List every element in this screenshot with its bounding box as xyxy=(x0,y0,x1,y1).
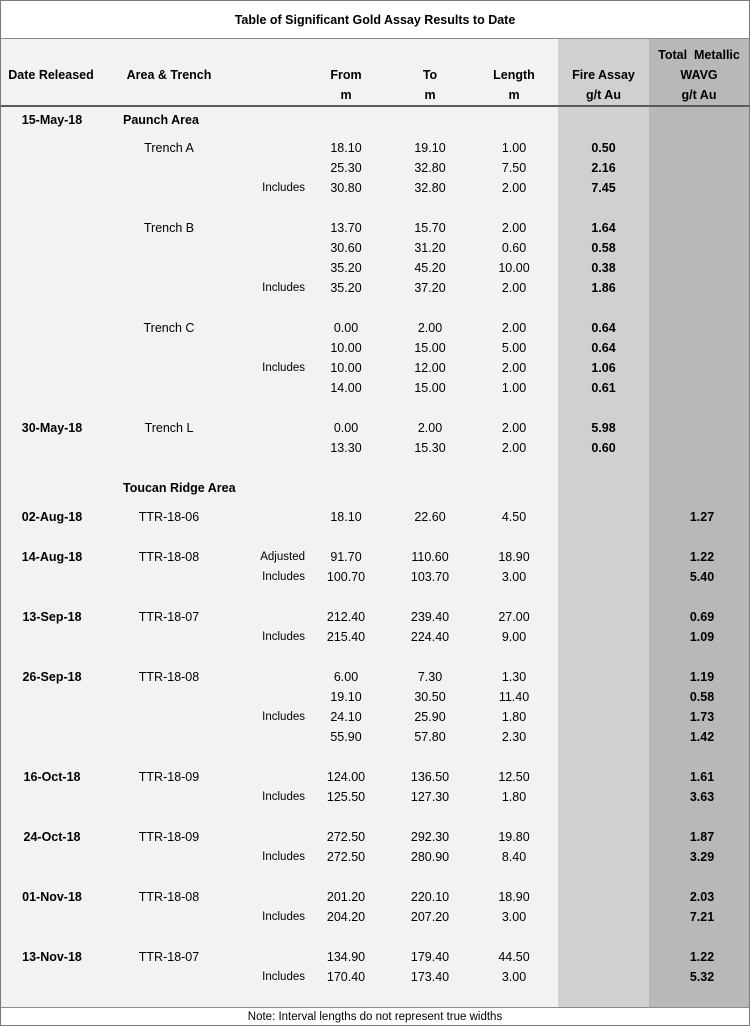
fire-assay-cell: 2.16 xyxy=(591,161,616,175)
from-cell: 24.10 xyxy=(330,710,362,724)
total-metallic-value: 1.73 xyxy=(689,710,715,724)
to-cell: 57.80 xyxy=(414,730,446,744)
length-cell: 18.90 xyxy=(498,890,530,904)
to-cell: 179.40 xyxy=(410,950,450,964)
total-metallic-value: 3.29 xyxy=(689,850,715,864)
from-cell: 55.90 xyxy=(330,730,362,744)
table-row xyxy=(1,258,749,278)
length-cell: 18.90 xyxy=(498,550,530,564)
to-cell: 224.40 xyxy=(410,630,450,644)
total-metallic-cell xyxy=(649,907,749,927)
total-metallic-value: 1.42 xyxy=(689,730,715,744)
length-cell: 1.30 xyxy=(501,670,527,684)
table-row xyxy=(1,218,749,238)
fire-assay-cell: 1.86 xyxy=(591,281,616,295)
fire-assay-cell: 0.50 xyxy=(591,141,616,155)
interval-note-cell: Includes xyxy=(262,971,305,983)
table-row xyxy=(1,627,749,647)
to-cell: 25.90 xyxy=(414,710,446,724)
to-cell: 15.70 xyxy=(414,221,446,235)
table-title: Table of Significant Gold Assay Results to Date xyxy=(1,1,749,39)
date-cell: 01-Nov-18 xyxy=(22,890,82,904)
total-metallic-value: 3.63 xyxy=(689,790,715,804)
date-cell: 02-Aug-18 xyxy=(21,510,83,524)
to-cell: 220.10 xyxy=(410,890,450,904)
table-row xyxy=(1,707,749,727)
trench-cell: TTR-18-09 xyxy=(138,830,200,844)
total-metallic-cell xyxy=(649,707,749,727)
table-row xyxy=(1,907,749,927)
length-cell: 1.00 xyxy=(501,141,527,155)
total-metallic-cell xyxy=(649,767,749,787)
fire-assay-cell: 0.64 xyxy=(591,321,616,335)
header-area-trench: Area & Trench xyxy=(126,68,212,82)
to-cell: 22.60 xyxy=(414,510,446,524)
length-cell: 2.00 xyxy=(501,281,527,295)
header-total-metallic-unit: g/t Au xyxy=(681,88,717,102)
interval-note-cell: Includes xyxy=(262,851,305,863)
total-metallic-cell xyxy=(649,627,749,647)
header-from-unit: m xyxy=(340,88,352,102)
trench-cell: TTR-18-06 xyxy=(138,510,200,524)
area-cell: Toucan Ridge Area xyxy=(123,481,236,495)
to-cell: 31.20 xyxy=(414,241,446,255)
to-cell: 32.80 xyxy=(414,181,446,195)
date-cell: 13-Sep-18 xyxy=(22,610,82,624)
total-metallic-cell xyxy=(649,687,749,707)
from-cell: 204.20 xyxy=(326,910,366,924)
to-cell: 15.00 xyxy=(414,341,446,355)
from-cell: 0.00 xyxy=(333,421,359,435)
length-cell: 27.00 xyxy=(498,610,530,624)
trench-cell: Trench L xyxy=(144,421,194,435)
length-cell: 1.80 xyxy=(501,790,527,804)
to-cell: 37.20 xyxy=(414,281,446,295)
from-cell: 272.50 xyxy=(326,850,366,864)
table-row xyxy=(1,727,749,747)
from-cell: 212.40 xyxy=(326,610,366,624)
table-row xyxy=(1,478,749,498)
fire-assay-cell: 0.60 xyxy=(591,441,616,455)
interval-note-cell: Includes xyxy=(262,631,305,643)
from-cell: 100.70 xyxy=(326,570,366,584)
from-cell: 35.20 xyxy=(330,281,362,295)
fire-assay-cell: 0.64 xyxy=(591,341,616,355)
to-cell: 280.90 xyxy=(410,850,450,864)
total-metallic-cell xyxy=(649,547,749,567)
to-cell: 173.40 xyxy=(410,970,450,984)
table-row xyxy=(1,547,749,567)
fire-assay-cell: 7.45 xyxy=(591,181,616,195)
fire-assay-cell: 5.98 xyxy=(591,421,616,435)
table-row xyxy=(1,158,749,178)
table-row xyxy=(1,767,749,787)
table-row xyxy=(1,378,749,398)
from-cell: 170.40 xyxy=(326,970,366,984)
table-row xyxy=(1,827,749,847)
from-cell: 19.10 xyxy=(330,690,362,704)
table-row xyxy=(1,947,749,967)
header-total-metallic: Total Metallic xyxy=(658,48,740,62)
total-metallic-cell xyxy=(649,947,749,967)
from-cell: 272.50 xyxy=(326,830,366,844)
total-metallic-value: 1.61 xyxy=(689,770,715,784)
length-cell: 2.00 xyxy=(501,441,527,455)
from-cell: 13.30 xyxy=(330,441,362,455)
to-cell: 292.30 xyxy=(410,830,450,844)
from-cell: 18.10 xyxy=(330,141,362,155)
table-row xyxy=(1,418,749,438)
from-cell: 14.00 xyxy=(330,381,362,395)
from-cell: 18.10 xyxy=(330,510,362,524)
table-row xyxy=(1,887,749,907)
length-cell: 3.00 xyxy=(501,570,527,584)
table-row xyxy=(1,238,749,258)
header-fire-assay-unit: g/t Au xyxy=(586,88,621,102)
header-date-released: Date Released xyxy=(8,68,94,82)
fire-assay-cell: 1.06 xyxy=(591,361,616,375)
total-metallic-cell xyxy=(649,787,749,807)
table-row xyxy=(1,318,749,338)
interval-note-cell: Adjusted xyxy=(260,551,305,563)
to-cell: 45.20 xyxy=(414,261,446,275)
header-from: From xyxy=(330,68,362,82)
to-cell: 7.30 xyxy=(417,670,443,684)
total-metallic-cell xyxy=(649,727,749,747)
length-cell: 0.60 xyxy=(501,241,527,255)
total-metallic-value: 1.22 xyxy=(689,550,715,564)
table-row xyxy=(1,567,749,587)
date-cell: 13-Nov-18 xyxy=(22,950,82,964)
from-cell: 134.90 xyxy=(326,950,366,964)
trench-cell: TTR-18-09 xyxy=(138,770,200,784)
length-cell: 8.40 xyxy=(501,850,527,864)
to-cell: 239.40 xyxy=(410,610,450,624)
date-cell: 15-May-18 xyxy=(21,113,83,127)
from-cell: 91.70 xyxy=(330,550,362,564)
header-wavg: WAVG xyxy=(680,68,718,82)
length-cell: 19.80 xyxy=(498,830,530,844)
to-cell: 12.00 xyxy=(414,361,446,375)
header-to-unit: m xyxy=(424,88,436,102)
table-row xyxy=(1,847,749,867)
length-cell: 2.00 xyxy=(501,321,527,335)
length-cell: 44.50 xyxy=(498,950,530,964)
interval-note-cell: Includes xyxy=(262,711,305,723)
from-cell: 25.30 xyxy=(330,161,362,175)
total-metallic-cell xyxy=(649,507,749,527)
total-metallic-value: 1.87 xyxy=(689,830,715,844)
total-metallic-value: 0.69 xyxy=(689,610,715,624)
to-cell: 207.20 xyxy=(410,910,450,924)
length-cell: 2.30 xyxy=(501,730,527,744)
interval-note-cell: Includes xyxy=(262,571,305,583)
total-metallic-value: 1.19 xyxy=(689,670,715,684)
trench-cell: Trench A xyxy=(144,141,194,155)
total-metallic-value: 5.40 xyxy=(689,570,715,584)
length-cell: 2.00 xyxy=(501,221,527,235)
from-cell: 35.20 xyxy=(330,261,362,275)
to-cell: 136.50 xyxy=(410,770,450,784)
trench-cell: Trench B xyxy=(143,221,195,235)
length-cell: 1.80 xyxy=(501,710,527,724)
total-metallic-value: 2.03 xyxy=(689,890,715,904)
table-row xyxy=(1,687,749,707)
date-cell: 24-Oct-18 xyxy=(23,830,81,844)
table-row xyxy=(1,110,749,130)
table-row xyxy=(1,358,749,378)
date-cell: 14-Aug-18 xyxy=(21,550,83,564)
from-cell: 6.00 xyxy=(333,670,359,684)
table-row xyxy=(1,338,749,358)
from-cell: 30.60 xyxy=(330,241,362,255)
length-cell: 10.00 xyxy=(498,261,530,275)
to-cell: 15.30 xyxy=(414,441,446,455)
trench-cell: TTR-18-08 xyxy=(138,550,200,564)
fire-assay-cell: 0.58 xyxy=(591,241,616,255)
length-cell: 2.00 xyxy=(501,361,527,375)
fire-assay-cell: 1.64 xyxy=(591,221,616,235)
to-cell: 2.00 xyxy=(417,421,443,435)
from-cell: 201.20 xyxy=(326,890,366,904)
header-fire-assay: Fire Assay xyxy=(572,68,635,82)
date-cell: 16-Oct-18 xyxy=(23,770,81,784)
total-metallic-cell xyxy=(649,887,749,907)
total-metallic-value: 1.09 xyxy=(689,630,715,644)
table-row xyxy=(1,438,749,458)
length-cell: 5.00 xyxy=(501,341,527,355)
from-cell: 10.00 xyxy=(330,341,362,355)
from-cell: 215.40 xyxy=(326,630,366,644)
length-cell: 1.00 xyxy=(501,381,527,395)
interval-note-cell: Includes xyxy=(262,282,305,294)
fire-assay-cell: 0.61 xyxy=(591,381,616,395)
length-cell: 4.50 xyxy=(501,510,527,524)
length-cell: 3.00 xyxy=(501,970,527,984)
total-metallic-cell xyxy=(649,567,749,587)
length-cell: 11.40 xyxy=(498,690,530,704)
interval-note-cell: Includes xyxy=(262,182,305,194)
date-cell: 26-Sep-18 xyxy=(22,670,82,684)
table-row xyxy=(1,787,749,807)
from-cell: 125.50 xyxy=(326,790,366,804)
to-cell: 127.30 xyxy=(410,790,450,804)
from-cell: 10.00 xyxy=(330,361,362,375)
table-row xyxy=(1,138,749,158)
to-cell: 110.60 xyxy=(411,550,449,564)
trench-cell: TTR-18-07 xyxy=(138,610,200,624)
trench-cell: TTR-18-07 xyxy=(138,950,200,964)
length-cell: 3.00 xyxy=(501,910,527,924)
length-cell: 7.50 xyxy=(501,161,527,175)
total-metallic-cell xyxy=(649,847,749,867)
length-cell: 2.00 xyxy=(501,421,527,435)
trench-cell: TTR-18-08 xyxy=(138,890,200,904)
interval-note-cell: Includes xyxy=(262,362,305,374)
total-metallic-value: 1.22 xyxy=(689,950,715,964)
to-cell: 30.50 xyxy=(414,690,446,704)
from-cell: 13.70 xyxy=(330,221,362,235)
interval-note-cell: Includes xyxy=(262,911,305,923)
date-cell: 30-May-18 xyxy=(21,421,83,435)
table-footnote: Note: Interval lengths do not represent true widths xyxy=(1,1007,749,1026)
length-cell: 9.00 xyxy=(501,630,527,644)
table-row xyxy=(1,967,749,987)
header-to: To xyxy=(422,68,438,82)
header-divider xyxy=(1,105,749,107)
table-row xyxy=(1,278,749,298)
from-cell: 0.00 xyxy=(333,321,359,335)
to-cell: 15.00 xyxy=(414,381,446,395)
from-cell: 30.80 xyxy=(330,181,362,195)
total-metallic-cell xyxy=(649,827,749,847)
table-row xyxy=(1,607,749,627)
area-cell: Paunch Area xyxy=(123,113,199,127)
total-metallic-cell xyxy=(649,667,749,687)
total-metallic-value: 0.58 xyxy=(689,690,715,704)
table-row xyxy=(1,178,749,198)
to-cell: 103.70 xyxy=(410,570,450,584)
fire-assay-cell: 0.38 xyxy=(591,261,616,275)
trench-cell: Trench C xyxy=(143,321,195,335)
total-metallic-value: 1.27 xyxy=(689,510,715,524)
total-metallic-cell xyxy=(649,607,749,627)
to-cell: 2.00 xyxy=(417,321,443,335)
interval-note-cell: Includes xyxy=(262,791,305,803)
length-cell: 2.00 xyxy=(501,181,527,195)
trench-cell: TTR-18-08 xyxy=(138,670,200,684)
to-cell: 19.10 xyxy=(414,141,446,155)
total-metallic-cell xyxy=(649,967,749,987)
total-metallic-value: 5.32 xyxy=(689,970,715,984)
from-cell: 124.00 xyxy=(326,770,366,784)
length-cell: 12.50 xyxy=(498,770,530,784)
header-length-unit: m xyxy=(508,88,520,102)
table-row xyxy=(1,507,749,527)
to-cell: 32.80 xyxy=(414,161,446,175)
header-length: Length xyxy=(493,68,535,82)
table-row xyxy=(1,667,749,687)
total-metallic-value: 7.21 xyxy=(689,910,715,924)
